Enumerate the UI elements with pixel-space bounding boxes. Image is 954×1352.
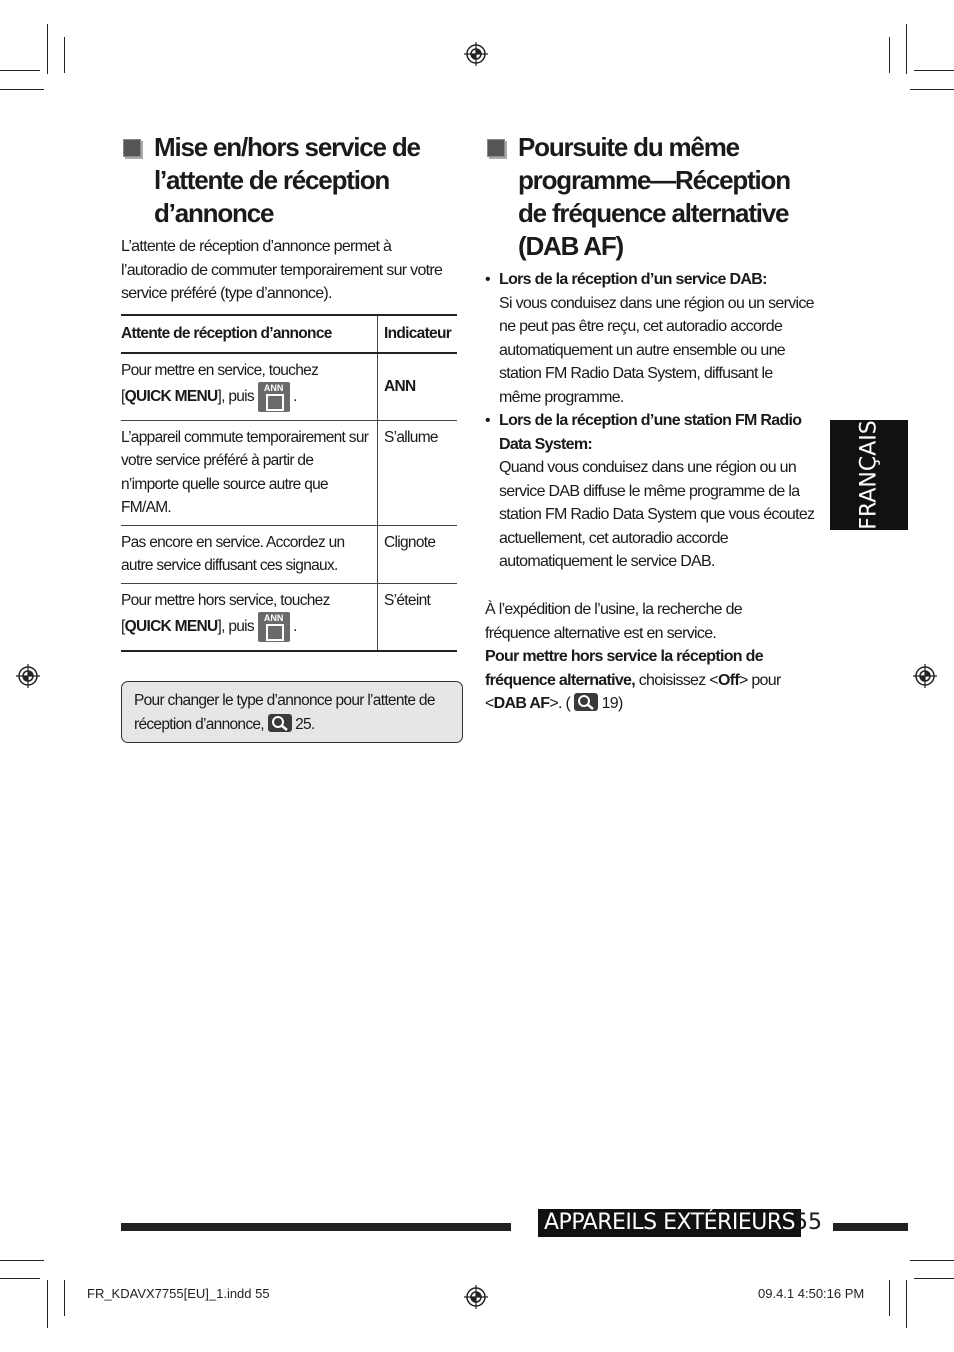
crop-mark	[889, 37, 890, 73]
slug-date: 09.4.1 4:50:16 PM	[758, 1286, 865, 1301]
right-section-title: Poursuite du même programme—Réception de fréquence alternative (DAB AF)	[518, 132, 790, 261]
indicator-cell: ANN	[378, 353, 458, 421]
language-label: FRANÇAIS	[856, 420, 882, 530]
bullet-text: Si vous conduisez dans une région ou un service ne peut pas être reçu, cet autoradio accorde automatiquement un autre ensemble ou une station FM Radio Data System, diffusant le même programme.	[499, 294, 814, 406]
crop-mark	[0, 89, 44, 90]
af-off-instruction: Pour mettre hors service la réception de fréquence alternative, choisissez <Off> pour <DAB AF>. ( 19)	[485, 648, 781, 712]
magnifier-reference-icon	[574, 693, 598, 711]
table-cell: Pas encore en service. Accordez un autre service diffusant ces signaux.	[121, 525, 378, 583]
table-row	[121, 583, 457, 651]
crop-mark	[47, 24, 48, 74]
crop-mark	[889, 1280, 890, 1316]
list-item	[485, 268, 817, 409]
magnifier-reference-icon	[268, 714, 292, 732]
table-row	[121, 525, 457, 583]
crop-mark	[914, 1278, 954, 1279]
crop-mark	[914, 70, 954, 71]
table-header: Attente de réception d’annonce	[121, 315, 378, 353]
bullet-heading: • Lors de la réception d’une station FM Radio Data System:	[499, 412, 802, 453]
indicator-cell: S’éteint	[378, 583, 458, 651]
page-number: 55	[794, 1210, 822, 1235]
section-square-icon	[123, 139, 141, 157]
registration-mark-icon	[464, 42, 488, 66]
indicator-cell: Clignote	[378, 525, 458, 583]
list-item	[485, 409, 817, 574]
crop-mark	[910, 89, 954, 90]
left-intro: L’attente de réception d’annonce permet à l’autoradio de commuter temporairement sur votre service préféré (type d’annonce).	[121, 238, 443, 302]
table-row	[121, 420, 457, 525]
bullet-heading: • Lors de la réception d’un service DAB:	[499, 271, 767, 288]
note-text: Pour changer le type d’annonce pour l’attente de réception d’annonce,	[134, 692, 435, 733]
ann-checkbox-icon[interactable]: ANN	[258, 382, 290, 412]
ann-checkbox-icon[interactable]: ANN	[258, 612, 290, 642]
factory-setting-text: À l’expédition de l’usine, la recherche de fréquence alternative est en service.	[485, 601, 742, 642]
table-cell: L’appareil commute temporairement sur votre service préféré à partir de n’importe quelle source autre que FM/AM.	[121, 420, 378, 525]
language-side-tab	[830, 420, 908, 530]
crop-mark	[906, 24, 907, 74]
crop-mark	[910, 1260, 954, 1261]
left-section-title: Mise en/hors service de l’attente de réception d’annonce	[154, 132, 420, 228]
footer-rule	[833, 1223, 908, 1231]
footer-section-label: APPAREILS EXTÉRIEURS	[538, 1209, 801, 1237]
table-cell: Pour mettre hors service, touchez [QUICK MENU], puis ANN .	[121, 583, 378, 651]
note-page-ref: 25.	[295, 716, 315, 733]
registration-mark-icon	[913, 664, 937, 688]
crop-mark	[0, 1278, 40, 1279]
registration-mark-icon	[464, 1285, 488, 1309]
note-box	[121, 681, 463, 743]
section-square-icon	[487, 139, 505, 157]
dab-bullet-list	[485, 268, 817, 574]
footer-rule	[121, 1223, 511, 1231]
announcement-table	[121, 314, 457, 652]
slug-file: FR_KDAVX7755[EU]_1.indd 55	[87, 1286, 270, 1301]
crop-mark	[64, 37, 65, 73]
crop-mark	[906, 1280, 907, 1328]
indicator-cell: S’allume	[378, 420, 458, 525]
registration-mark-icon	[16, 664, 40, 688]
table-row	[121, 353, 457, 421]
table-cell: Pour mettre en service, touchez [QUICK MENU], puis ANN .	[121, 353, 378, 421]
crop-mark	[0, 70, 40, 71]
crop-mark	[47, 1280, 48, 1328]
table-header-row	[121, 315, 457, 353]
crop-mark	[64, 1280, 65, 1316]
table-header: Indicateur	[378, 315, 458, 353]
bullet-text: Quand vous conduisez dans une région ou un service DAB diffuse le même programme de la station FM Radio Data System que vous écoutez actuellement, cet autoradio accorde automatiquement le service DAB.	[499, 459, 815, 570]
crop-mark	[0, 1260, 44, 1261]
